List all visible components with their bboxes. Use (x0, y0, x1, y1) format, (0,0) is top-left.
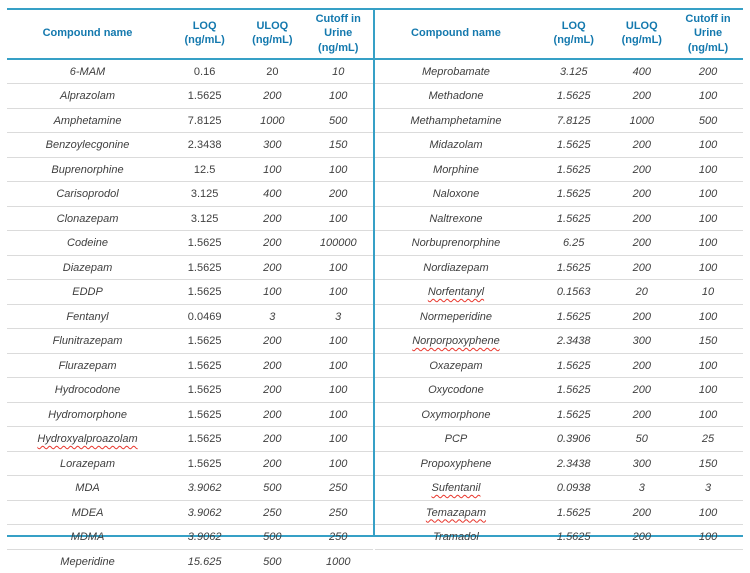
table-row (7, 157, 373, 182)
header-cutoff (673, 10, 743, 59)
table-row (375, 476, 743, 501)
cutoff-cell: 100000 (303, 231, 373, 256)
uloq-cell: 200 (611, 500, 674, 525)
loq-cell: 3.9062 (168, 525, 241, 550)
compound-name-cell: Diazepam (7, 255, 168, 280)
right-table-header-row (375, 10, 743, 59)
compound-name-cell: Hydrocodone (7, 378, 168, 403)
uloq-cell: 200 (611, 182, 674, 207)
table-row (7, 353, 373, 378)
table-row (375, 108, 743, 133)
uloq-cell: 300 (611, 451, 674, 476)
compound-name-cell: Naltrexone (375, 206, 537, 231)
loq-cell: 1.5625 (537, 157, 611, 182)
uloq-cell: 200 (611, 84, 674, 109)
uloq-cell: 1000 (241, 108, 303, 133)
loq-cell: 1.5625 (537, 206, 611, 231)
cutoff-cell: 100 (303, 157, 373, 182)
table-row (7, 500, 373, 525)
header-loq-label: LOQ (192, 20, 217, 33)
loq-cell: 1.5625 (537, 182, 611, 207)
uloq-cell: 200 (241, 427, 303, 452)
uloq-cell: 400 (241, 182, 303, 207)
uloq-cell: 200 (611, 353, 674, 378)
cutoff-cell: 10 (303, 59, 373, 84)
cutoff-cell: 100 (303, 206, 373, 231)
compound-name-cell: Hydromorphone (7, 402, 168, 427)
compound-name-cell: MDA (7, 476, 168, 501)
left-table-panel (7, 10, 375, 568)
uloq-cell: 200 (241, 84, 303, 109)
uloq-cell: 200 (611, 378, 674, 403)
uloq-cell: 200 (241, 353, 303, 378)
compound-name-cell: Carisoprodol (7, 182, 168, 207)
uloq-cell: 200 (241, 255, 303, 280)
uloq-cell: 200 (611, 525, 674, 550)
cutoff-cell: 100 (303, 451, 373, 476)
table-row (375, 427, 743, 452)
loq-cell: 1.5625 (168, 84, 241, 109)
table-row (375, 280, 743, 305)
uloq-cell: 1000 (611, 108, 674, 133)
loq-cell: 3.9062 (168, 500, 241, 525)
loq-cell: 1.5625 (168, 255, 241, 280)
compound-name-cell: Benzoylecgonine (7, 133, 168, 158)
header-loq-unit: (ng/mL) (184, 34, 225, 47)
uloq-cell: 200 (241, 206, 303, 231)
header-compound-name (375, 10, 537, 59)
cutoff-cell: 500 (303, 108, 373, 133)
left-table (7, 10, 373, 573)
uloq-cell: 500 (241, 525, 303, 550)
cutoff-cell: 100 (673, 182, 743, 207)
uloq-cell: 300 (611, 329, 674, 354)
compound-name-cell: Meperidine (60, 555, 115, 568)
compound-name-cell: MDEA (7, 500, 168, 525)
compound-name-cell: Clonazepam (7, 206, 168, 231)
table-row (375, 304, 743, 329)
cutoff-cell: 1000 (325, 555, 351, 568)
table-row (375, 231, 743, 256)
header-uloq-label: ULOQ (256, 20, 289, 33)
loq-cell: 12.5 (168, 157, 241, 182)
header-loq-unit: (ng/mL) (553, 34, 594, 47)
header-loq-label: LOQ (561, 20, 586, 33)
uloq-cell: 200 (241, 451, 303, 476)
compound-name-cell: Meprobamate (375, 59, 537, 84)
header-cutoff-label: Cutoff in Urine (315, 13, 361, 40)
cutoff-cell: 100 (303, 402, 373, 427)
cutoff-cell: 100 (673, 157, 743, 182)
loq-cell: 3.9062 (168, 476, 241, 501)
compound-name-cell: Midazolam (375, 133, 537, 158)
table-row (375, 451, 743, 476)
header-cutoff (303, 10, 373, 59)
compound-name-cell: Temazapam (375, 500, 537, 525)
right-table-body (375, 59, 743, 550)
cutoff-cell: 25 (673, 427, 743, 452)
compound-name-cell: Methadone (375, 84, 537, 109)
loq-cell: 7.8125 (168, 108, 241, 133)
compound-tables-container (7, 8, 743, 568)
compound-name-cell: Amphetamine (7, 108, 168, 133)
cutoff-cell: 100 (673, 133, 743, 158)
compound-name-cell: Methamphetamine (375, 108, 537, 133)
uloq-cell: 200 (611, 304, 674, 329)
header-compound-name-label: Compound name (42, 27, 133, 40)
loq-cell: 3.125 (168, 206, 241, 231)
uloq-cell: 300 (241, 133, 303, 158)
table-row (7, 182, 373, 207)
table-row (375, 133, 743, 158)
header-compound-name (7, 10, 168, 59)
uloq-cell: 50 (611, 427, 674, 452)
right-table (375, 10, 743, 550)
header-loq (168, 10, 241, 59)
uloq-cell: 200 (241, 402, 303, 427)
compound-name-cell: Alprazolam (7, 84, 168, 109)
cutoff-cell: 100 (673, 525, 743, 550)
compound-name-cell: Norbuprenorphine (375, 231, 537, 256)
table-row (7, 133, 373, 158)
right-table-panel (375, 10, 743, 544)
loq-cell: 1.5625 (537, 133, 611, 158)
compound-name-cell: Naloxone (375, 182, 537, 207)
compound-name-cell: Oxycodone (375, 378, 537, 403)
compound-name-cell: EDDP (7, 280, 168, 305)
loq-cell: 1.5625 (537, 353, 611, 378)
compound-name-cell: Oxymorphone (375, 402, 537, 427)
cutoff-cell: 3 (303, 304, 373, 329)
uloq-cell: 100 (241, 157, 303, 182)
header-uloq-unit: (ng/mL) (252, 34, 293, 47)
cutoff-cell: 100 (303, 84, 373, 109)
uloq-cell: 200 (241, 329, 303, 354)
table-row (7, 108, 373, 133)
cutoff-cell: 100 (303, 353, 373, 378)
compound-name-cell: Nordiazepam (375, 255, 537, 280)
table-row (375, 500, 743, 525)
cutoff-cell: 100 (673, 500, 743, 525)
compound-name-cell: Morphine (375, 157, 537, 182)
table-row (7, 329, 373, 354)
table-row (7, 304, 373, 329)
uloq-cell: 400 (611, 59, 674, 84)
cutoff-cell: 100 (303, 427, 373, 452)
table-row (7, 549, 373, 573)
loq-cell: 3.125 (168, 182, 241, 207)
cutoff-cell: 100 (673, 255, 743, 280)
cutoff-cell: 250 (303, 476, 373, 501)
loq-cell: 1.5625 (537, 378, 611, 403)
compound-name-cell: Flurazepam (7, 353, 168, 378)
uloq-cell: 20 (611, 280, 674, 305)
loq-cell: 2.3438 (537, 451, 611, 476)
loq-cell: 0.1563 (537, 280, 611, 305)
cutoff-cell: 100 (303, 329, 373, 354)
compound-name-cell: Codeine (7, 231, 168, 256)
compound-name-cell: Tramadol (375, 525, 537, 550)
compound-name-cell: Fentanyl (7, 304, 168, 329)
cutoff-cell: 100 (673, 84, 743, 109)
cutoff-cell: 100 (673, 231, 743, 256)
table-row (375, 59, 743, 84)
loq-cell: 1.5625 (168, 231, 241, 256)
uloq-cell: 200 (241, 231, 303, 256)
cutoff-cell: 100 (673, 378, 743, 403)
cutoff-cell: 200 (303, 182, 373, 207)
cutoff-cell: 150 (673, 451, 743, 476)
uloq-cell: 200 (611, 133, 674, 158)
table-row (375, 206, 743, 231)
table-row (375, 84, 743, 109)
uloq-cell: 3 (611, 476, 674, 501)
uloq-cell: 200 (611, 206, 674, 231)
table-row (7, 206, 373, 231)
loq-cell: 7.8125 (537, 108, 611, 133)
loq-cell: 2.3438 (537, 329, 611, 354)
loq-cell: 0.16 (168, 59, 241, 84)
table-row (7, 84, 373, 109)
cutoff-cell: 250 (303, 525, 373, 550)
loq-cell: 3.125 (537, 59, 611, 84)
uloq-cell: 250 (241, 500, 303, 525)
compound-name-cell: Sufentanil (375, 476, 537, 501)
compound-name-cell: Lorazepam (7, 451, 168, 476)
table-row (375, 329, 743, 354)
uloq-cell: 500 (241, 476, 303, 501)
loq-cell: 1.5625 (168, 427, 241, 452)
table-row (375, 378, 743, 403)
loq-cell: 1.5625 (537, 255, 611, 280)
loq-cell: 0.0938 (537, 476, 611, 501)
table-row (7, 427, 373, 452)
header-cutoff-unit: (ng/mL) (318, 41, 359, 54)
cutoff-cell: 500 (673, 108, 743, 133)
table-row (375, 157, 743, 182)
cutoff-cell: 100 (673, 206, 743, 231)
table-row (7, 378, 373, 403)
table-row (7, 59, 373, 84)
left-table-header-row (7, 10, 373, 59)
table-row (7, 476, 373, 501)
header-uloq (241, 10, 303, 59)
table-row (7, 255, 373, 280)
loq-cell: 1.5625 (537, 402, 611, 427)
compound-name-cell: Buprenorphine (7, 157, 168, 182)
cutoff-cell: 100 (303, 378, 373, 403)
header-uloq-unit: (ng/mL) (621, 34, 662, 47)
header-loq (537, 10, 611, 59)
header-compound-name-label: Compound name (411, 27, 501, 40)
table-row (7, 280, 373, 305)
loq-cell: 0.3906 (537, 427, 611, 452)
compound-name-cell: Norporpoxyphene (375, 329, 537, 354)
uloq-cell: 200 (611, 231, 674, 256)
compound-name-cell: Propoxyphene (375, 451, 537, 476)
cutoff-cell: 100 (673, 402, 743, 427)
cutoff-cell: 100 (303, 280, 373, 305)
table-row (375, 402, 743, 427)
cutoff-cell: 150 (303, 133, 373, 158)
loq-cell: 1.5625 (168, 329, 241, 354)
loq-cell: 1.5625 (168, 378, 241, 403)
cutoff-cell: 100 (673, 304, 743, 329)
loq-cell: 1.5625 (537, 304, 611, 329)
loq-cell: 1.5625 (168, 353, 241, 378)
loq-cell: 2.3438 (168, 133, 241, 158)
compound-name-cell: Flunitrazepam (7, 329, 168, 354)
cutoff-cell: 100 (673, 353, 743, 378)
table-row (375, 182, 743, 207)
uloq-cell: 500 (263, 555, 282, 568)
loq-cell: 1.5625 (168, 402, 241, 427)
compound-name-cell: MDMA (7, 525, 168, 550)
loq-cell: 1.5625 (168, 451, 241, 476)
uloq-cell: 200 (241, 378, 303, 403)
compound-name-cell: Oxazepam (375, 353, 537, 378)
loq-cell: 6.25 (537, 231, 611, 256)
cutoff-cell: 200 (673, 59, 743, 84)
uloq-cell: 100 (241, 280, 303, 305)
uloq-cell: 3 (241, 304, 303, 329)
cutoff-cell: 3 (673, 476, 743, 501)
loq-cell: 1.5625 (168, 280, 241, 305)
cutoff-cell: 100 (303, 255, 373, 280)
loq-cell: 1.5625 (537, 525, 611, 550)
uloq-cell: 20 (241, 59, 303, 84)
left-table-body (7, 59, 373, 573)
table-row (7, 451, 373, 476)
loq-cell: 15.625 (187, 555, 222, 568)
uloq-cell: 200 (611, 402, 674, 427)
table-row (375, 353, 743, 378)
table-row (7, 402, 373, 427)
header-uloq-label: ULOQ (625, 20, 658, 33)
header-cutoff-unit: (ng/mL) (687, 41, 729, 54)
table-row (375, 255, 743, 280)
uloq-cell: 200 (611, 157, 674, 182)
compound-name-cell: Norfentanyl (375, 280, 537, 305)
cutoff-cell: 150 (673, 329, 743, 354)
compound-name-cell: Hydroxyalproazolam (7, 427, 168, 452)
loq-cell: 1.5625 (537, 500, 611, 525)
compound-name-cell: PCP (375, 427, 537, 452)
compound-name-cell: 6-MAM (7, 59, 168, 84)
uloq-cell: 200 (611, 255, 674, 280)
header-uloq (611, 10, 674, 59)
header-cutoff-label: Cutoff in Urine (685, 13, 731, 40)
loq-cell: 1.5625 (537, 84, 611, 109)
table-row (7, 231, 373, 256)
compound-name-cell: Normeperidine (375, 304, 537, 329)
loq-cell: 0.0469 (168, 304, 241, 329)
cutoff-cell: 250 (303, 500, 373, 525)
cutoff-cell: 10 (673, 280, 743, 305)
